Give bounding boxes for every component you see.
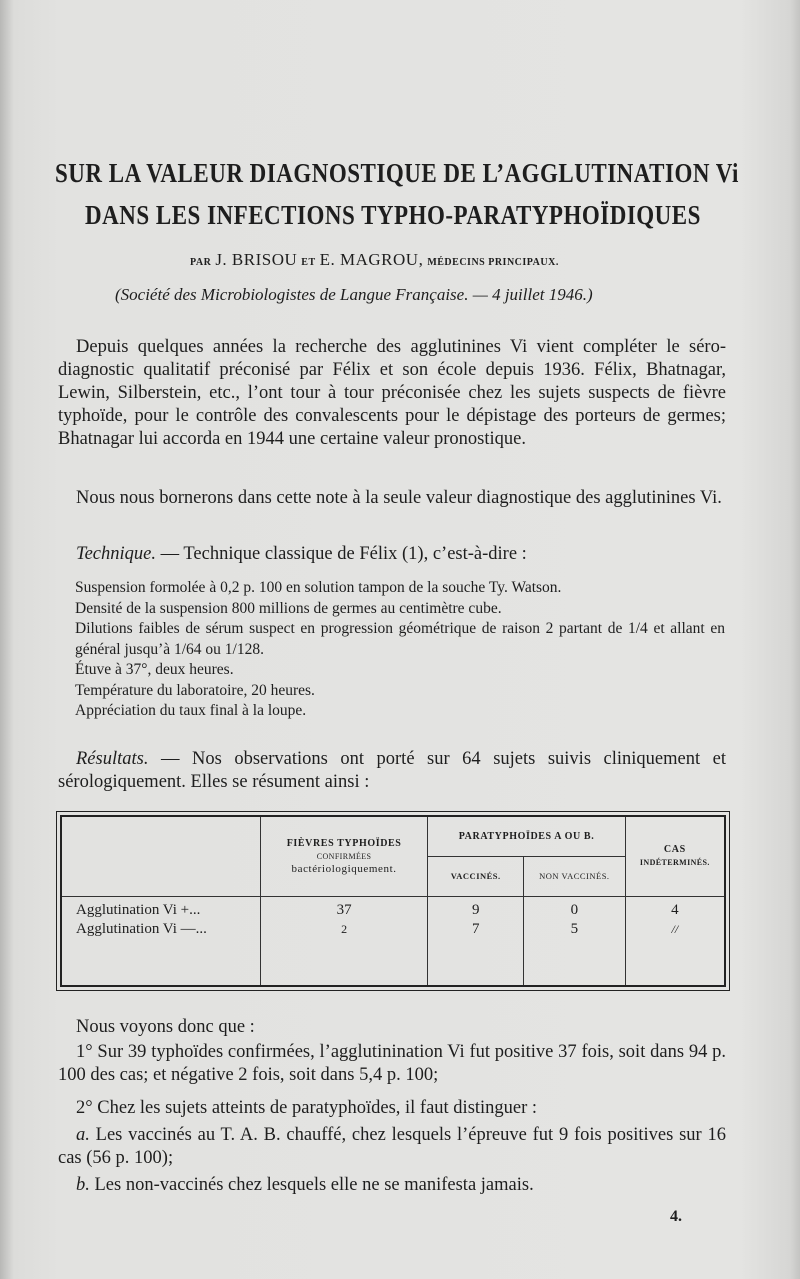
point-a-lead: a.	[76, 1125, 90, 1145]
header-typhoides-sub1: CONFIRMÉES	[316, 851, 372, 861]
results-table	[60, 815, 726, 987]
author-par: PAR	[190, 257, 212, 268]
technique-item: Dilutions faibles de sérum suspect en progression géométrique de raison 2 partant de 1/4 et allant en général jusqu’à 1/64 ou 1/128.	[75, 620, 725, 658]
cell-indetermines-positive: 4	[625, 896, 725, 920]
point-b-lead: b.	[76, 1175, 90, 1195]
header-typhoides	[260, 816, 428, 896]
header-indetermines	[625, 816, 725, 896]
author-line	[190, 250, 559, 270]
author-role: MÉDECINS PRINCIPAUX.	[427, 257, 559, 268]
technique-item: Suspension formolée à 0,2 p. 100 en solution tampon de la souche Ty. Watson.	[75, 579, 562, 596]
paragraph-point-2: 2° Chez les sujets atteints de paratyphoïdes, il faut distinguer :	[76, 1098, 538, 1118]
technique-item: Densité de la suspension 800 millions de germes au centimètre cube.	[75, 599, 502, 617]
technique-item: Température du laboratoire, 20 heures.	[75, 681, 315, 699]
author-1: J. BRISOU	[215, 250, 298, 269]
technique-list	[75, 578, 725, 722]
cell-vaccines-negative: 7	[428, 920, 524, 986]
row-label-positive: Agglutination Vi +...	[76, 902, 201, 918]
paragraph-technique	[58, 543, 726, 566]
author-et: ET	[301, 257, 316, 268]
cell-non-vaccines-negative: 5	[524, 920, 626, 986]
article-title-line-1: SUR LA VALEUR DIAGNOSTIQUE DE L’AGGLUTINATION Vi	[55, 158, 739, 188]
technique-item: Appréciation du taux final à la loupe.	[75, 702, 307, 719]
cell-vaccines-positive: 9	[428, 896, 524, 920]
cell-typhoides-positive: 37	[260, 896, 428, 920]
paragraph-scope: Nous nous bornerons dans cette note à la seule valeur diagnostique des agglutinines Vi.	[76, 488, 722, 508]
results-lead: Résultats.	[76, 749, 149, 769]
author-2: E. MAGROU,	[319, 250, 424, 269]
paragraph-conclusion-intro: Nous voyons donc que :	[76, 1017, 255, 1037]
results-text: — Nos observations ont porté sur 64 sujets suivis cliniquement et sérologiquement. Elles se résument ainsi :	[58, 749, 726, 792]
header-non-vaccines: NON VACCINÉS.	[524, 856, 626, 896]
header-typhoides-title: FIÈVRES TYPHOÏDES	[286, 837, 402, 849]
header-paratyphoides: PARATYPHOÏDES A OU B.	[428, 816, 625, 856]
point-b-text: Les non-vaccinés chez lesquels elle ne se manifesta jamais.	[89, 1175, 534, 1195]
technique-item: Étuve à 37°, deux heures.	[75, 661, 234, 678]
paragraph-results	[58, 748, 726, 794]
technique-lead: Technique.	[76, 544, 156, 564]
cell-typhoides-negative: 2	[260, 920, 428, 986]
paragraph-point-a	[58, 1124, 726, 1170]
paragraph-intro: Depuis quelques années la recherche des agglutinines Vi vient compléter le séro-diagnostic qualitatif préconisé par Félix et son école depuis 1936. Félix, Bhatnagar, Lewin, Silberstein, etc., l’ont tour à tour préconisée chez les sujets suspects de fièvre typhoïde, pour le contrôle des convalescents pour le dépistage des porteurs de germes; Bhatnagar lui accorda en 1944 une certaine valeur pronostique.	[58, 337, 726, 449]
cell-non-vaccines-positive: 0	[524, 896, 626, 920]
point-a-text: Les vaccinés au T. A. B. chauffé, chez lesquels l’épreuve fut 9 fois positives sur 16 cas (56 p. 100);	[58, 1125, 726, 1168]
article-title-line-2: DANS LES INFECTIONS TYPHO-PARATYPHOÏDIQUES	[85, 200, 701, 230]
table-corner	[61, 816, 260, 896]
paragraph-point-1: 1° Sur 39 typhoïdes confirmées, l’agglutinination Vi fut positive 37 fois, soit dans 94 p. 100 des cas; et négative 2 fois, soit dans 5,4 p. 100;	[58, 1042, 726, 1085]
header-indetermines-sub: INDÉTERMINÉS.	[639, 858, 710, 868]
row-label-negative: Agglutination Vi —...	[76, 921, 207, 937]
society-reference: (Société des Microbiologistes de Langue Française. — 4 juillet 1946.)	[115, 285, 593, 304]
paragraph-point-b	[58, 1174, 726, 1197]
page-folio: 4.	[670, 1208, 682, 1225]
technique-text: — Technique classique de Félix (1), c’est-à-dire :	[156, 544, 527, 564]
header-typhoides-sub2: bactériologiquement.	[291, 862, 397, 875]
header-vaccines: VACCINÉS.	[428, 856, 524, 896]
cell-indetermines-negative: //	[625, 920, 725, 986]
header-cas: CAS	[663, 844, 686, 856]
